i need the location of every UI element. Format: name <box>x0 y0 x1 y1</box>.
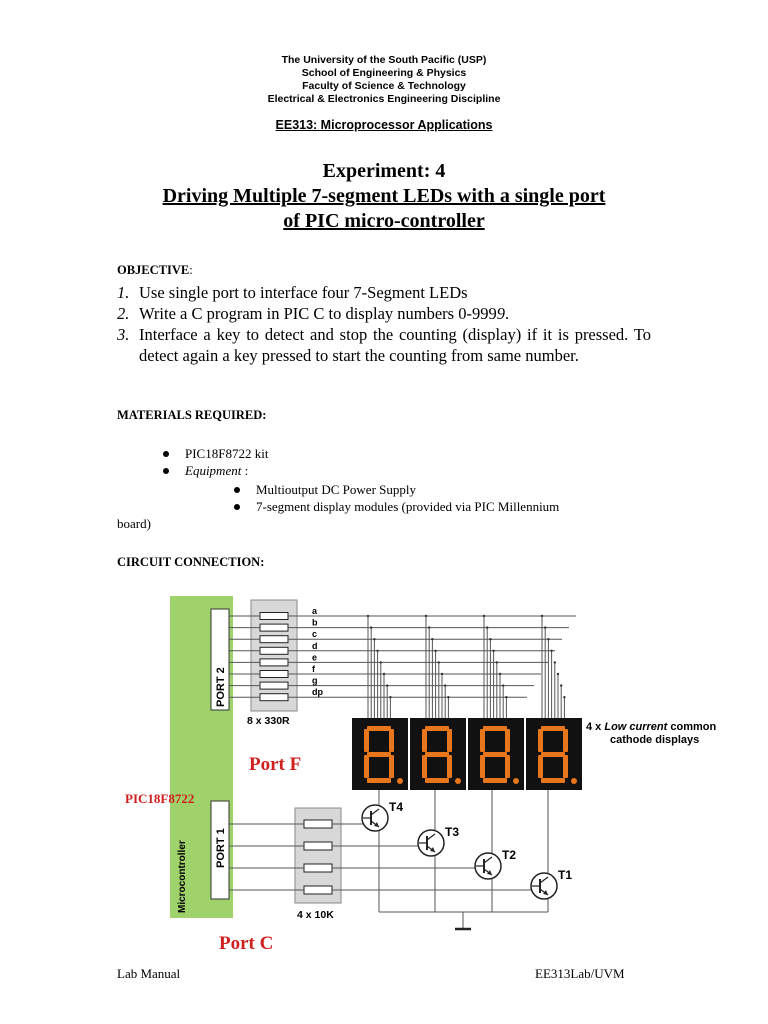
port-c-label: Port C <box>219 933 274 954</box>
port1-label: PORT 1 <box>215 828 227 868</box>
transistor-icon <box>418 825 459 856</box>
objective-number: 2. <box>117 304 130 323</box>
transistor-icon <box>362 800 403 831</box>
resistor <box>260 613 288 620</box>
transistor-label: T3 <box>445 825 460 839</box>
resistor <box>260 636 288 643</box>
microcontroller-label: Microcontroller <box>177 840 188 913</box>
header-line: Electrical & Electronics Engineering Discipline <box>267 93 501 105</box>
segment-label: a <box>312 606 318 616</box>
resistor <box>260 624 288 631</box>
material-subitem-cont: board) <box>117 516 151 531</box>
segment-label: d <box>312 640 318 651</box>
experiment-number: Experiment: 4 <box>322 160 446 182</box>
port-f-label: Port F <box>249 754 302 775</box>
title-line: of PIC micro-controller <box>283 210 485 232</box>
resistor <box>260 647 288 654</box>
header-line: The University of the South Pacific (USP) <box>281 54 487 66</box>
display-label: 4 x Low current common <box>586 721 717 733</box>
resistor <box>260 659 288 666</box>
circuit-heading: CIRCUIT CONNECTION: <box>117 555 265 569</box>
objective-text: Write a C program in PIC C to display numbers 0-9999. <box>139 304 510 323</box>
transistor-icon <box>475 848 516 879</box>
resistor <box>260 694 288 701</box>
segment-label: e <box>312 652 318 663</box>
transistors <box>362 800 572 899</box>
material-item: Equipment : <box>165 462 248 479</box>
display-label-line2: cathode displays <box>610 734 700 746</box>
material-subitem: Multioutput DC Power Supply <box>236 481 416 498</box>
header-line: Faculty of Science & Technology <box>302 80 466 92</box>
objective-text: Interface a key to detect and stop the counting (display) if it is pressed. To detect again a key pressed to start the counting from same number. <box>139 325 651 365</box>
segment-label: b <box>312 617 318 628</box>
course-title: EE313: Microprocessor Applications <box>275 118 493 132</box>
seven-segment-display <box>526 718 582 790</box>
resistor <box>304 842 332 850</box>
objective-text: Use single port to interface four 7-Segment LEDs <box>139 283 468 302</box>
resistor <box>304 886 332 894</box>
objective-heading: OBJECTIVE: <box>117 263 193 277</box>
seven-segment-displays <box>352 718 582 790</box>
seven-segment-display <box>410 718 466 790</box>
transistor-label: T4 <box>389 800 404 814</box>
transistor-icon <box>531 868 572 899</box>
material-item: PIC18F8722 kit <box>165 445 268 462</box>
resistor <box>304 820 332 828</box>
material-subitem: 7-segment display modules (provided via PIC Millennium <box>236 498 651 515</box>
header-line: School of Engineering & Physics <box>301 67 467 79</box>
segment-label: dp <box>312 687 323 698</box>
footer-right: EE313Lab/UVM <box>535 966 625 981</box>
segment-label: c <box>312 629 318 640</box>
resistor-pack-top-label: 8 x 330R <box>247 715 290 727</box>
materials-heading: MATERIALS REQUIRED: <box>117 408 267 422</box>
seven-segment-display <box>352 718 408 790</box>
objective-number: 1. <box>117 283 130 302</box>
resistor <box>304 864 332 872</box>
segment-labels <box>312 606 323 697</box>
transistor-label: T2 <box>502 848 517 862</box>
segment-label: g <box>312 675 318 686</box>
port2-label: PORT 2 <box>215 667 227 707</box>
resistor <box>260 682 288 689</box>
seven-segment-display <box>468 718 524 790</box>
resistor <box>260 671 288 678</box>
segment-label: f <box>312 664 315 674</box>
transistor-label: T1 <box>558 868 573 882</box>
pic-label: PIC18F8722 <box>125 791 195 806</box>
resistor-pack-bottom-label: 4 x 10K <box>297 909 334 921</box>
footer-left: Lab Manual <box>117 966 181 981</box>
objective-number: 3. <box>117 325 130 344</box>
title-line: Driving Multiple 7-segment LEDs with a single port <box>162 185 606 207</box>
